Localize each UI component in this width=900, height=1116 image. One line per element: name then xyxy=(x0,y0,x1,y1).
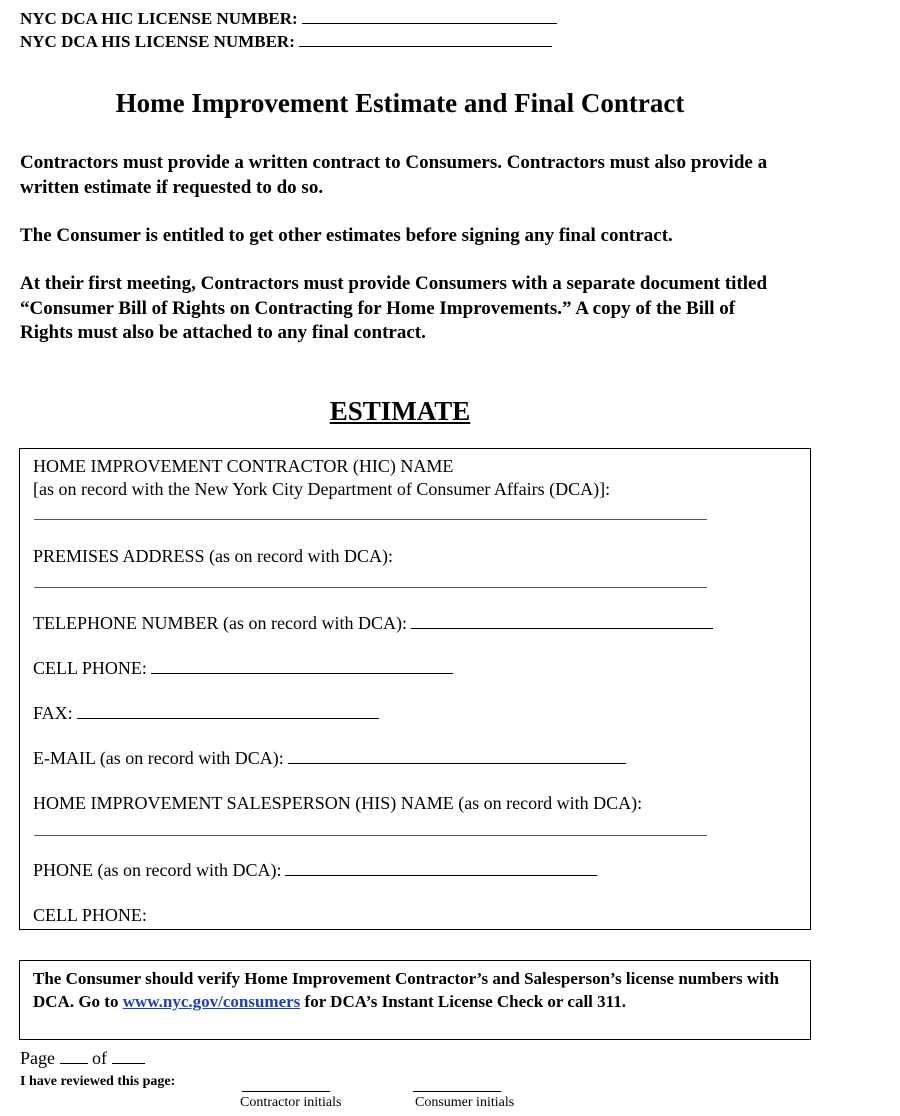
cell-phone-label: CELL PHONE: xyxy=(33,658,147,678)
of-label: of xyxy=(92,1048,107,1068)
hic-name-field[interactable] xyxy=(34,519,707,520)
notice-text-before: The Consumer should verify Home Improvement Contractor’s and Salesperson’s license numbers with DCA. Go to xyxy=(33,969,779,1011)
telephone-label: TELEPHONE NUMBER (as on record with DCA): xyxy=(33,613,407,633)
email-line xyxy=(33,747,626,770)
contractor-initials-label: Contractor initials xyxy=(240,1095,342,1110)
hic-name-note: [as on record with the New York City Department of Consumer Affairs (DCA)]: xyxy=(33,479,611,499)
email-label: E-MAIL (as on record with DCA): xyxy=(33,748,284,768)
hic-name-label: HOME IMPROVEMENT CONTRACTOR (HIC) NAME xyxy=(33,456,454,476)
consumer-initials-field[interactable] xyxy=(413,1091,501,1092)
phone-label: PHONE (as on record with DCA): xyxy=(33,860,282,880)
fax-label: FAX: xyxy=(33,703,73,723)
telephone-line xyxy=(33,612,713,635)
cell-phone-field[interactable] xyxy=(151,657,453,674)
page-number-line xyxy=(20,1048,145,1069)
consumer-initials-label: Consumer initials xyxy=(415,1095,515,1110)
page-number-field[interactable] xyxy=(60,1048,88,1064)
estimate-form-box xyxy=(19,448,811,930)
his-license-line xyxy=(20,32,552,52)
fax-field[interactable] xyxy=(77,702,379,719)
reviewed-label: I have reviewed this page: xyxy=(20,1074,176,1089)
cell-phone-2-label: CELL PHONE: xyxy=(33,905,147,925)
notice-text-after: for DCA’s Instant License Check or call 311. xyxy=(300,992,626,1011)
page-label: Page xyxy=(20,1048,55,1068)
premises-address-label: PREMISES ADDRESS (as on record with DCA): xyxy=(33,546,394,566)
email-field[interactable] xyxy=(288,747,626,764)
contractor-initials-field[interactable] xyxy=(242,1091,330,1092)
hic-license-label: NYC DCA HIC LICENSE NUMBER: xyxy=(20,9,298,28)
his-license-field[interactable] xyxy=(299,32,552,47)
hic-license-field[interactable] xyxy=(302,9,557,24)
estimate-heading: ESTIMATE xyxy=(329,396,471,426)
his-name-label: HOME IMPROVEMENT SALESPERSON (HIS) NAME (as on record with DCA): xyxy=(33,793,643,813)
hic-license-line xyxy=(20,9,557,29)
intro-paragraph-1: Contractors must provide a written contract to Consumers. Contractors must also provide a written estimate if requested to do so. xyxy=(20,152,768,198)
premises-address-field[interactable] xyxy=(34,587,707,588)
page-total-field[interactable] xyxy=(112,1048,145,1064)
consumers-link[interactable]: www.nyc.gov/consumers xyxy=(122,992,301,1011)
his-name-field[interactable] xyxy=(34,835,707,836)
phone-field[interactable] xyxy=(285,859,597,876)
his-license-label: NYC DCA HIS LICENSE NUMBER: xyxy=(20,32,295,51)
telephone-field[interactable] xyxy=(411,612,713,629)
intro-paragraph-3: At their first meeting, Contractors must provide Consumers with a separate document titled “Consumer Bill of Rights on Contracting for Home Improvements.” A copy of the Bill of Rights must also be attached to any final contract. xyxy=(20,273,768,343)
license-verify-notice xyxy=(19,960,811,1040)
phone-line xyxy=(33,859,597,882)
cell-phone-line xyxy=(33,657,453,680)
fax-line xyxy=(33,702,379,725)
page-title: Home Improvement Estimate and Final Contract xyxy=(115,88,685,118)
notice-text xyxy=(33,967,793,1013)
intro-paragraph-2: The Consumer is entitled to get other estimates before signing any final contract. xyxy=(20,225,673,246)
